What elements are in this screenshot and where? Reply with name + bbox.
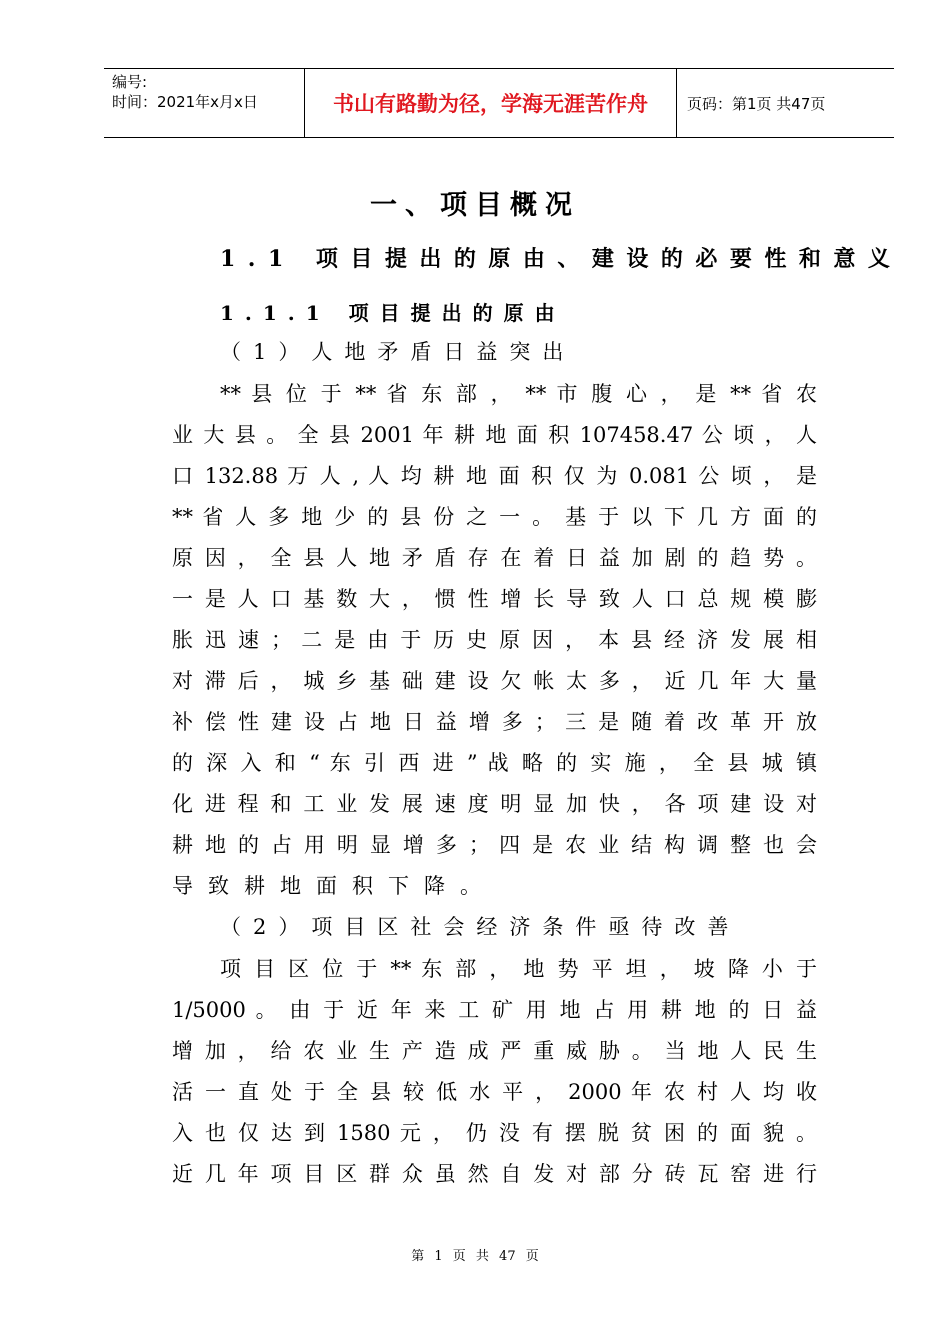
section-heading: 1.1 项目提出的原由、建设的必要性和意义 (220, 246, 903, 272)
text-line: 入 也 仅 达 到 1580 元 ， 仍 没 有 摆 脱 贫 困 的 面 貌 。 (172, 1121, 817, 1145)
text-line: 活 一 直 处 于 全 县 较 低 水 平 ， 2000 年 农 村 人 均 收 (172, 1080, 817, 1104)
text-line: 的 深 入 和 “ 东 引 西 进 ” 战 略 的 实 施 ， 全 县 城 镇 (172, 751, 817, 775)
subsection-heading: 1.1.1 项目提出的原由 (220, 301, 566, 325)
text-line: 对 滞 后 ， 城 乡 基 础 建 设 欠 帐 太 多 ， 近 几 年 大 量 (172, 669, 817, 693)
header-page-info: 页码：第1页 共47页 (687, 94, 826, 113)
header-meta (104, 69, 305, 137)
text-line: 口 132.88 万 人 , 人 均 耕 地 面 积 仅 为 0.081 公 顷 ， 是 (172, 464, 817, 488)
number-label: 编号: (112, 73, 148, 91)
text-line: ** 省 人 多 地 少 的 县 份 之 一 。 基 于 以 下 几 方 面 的 (172, 505, 817, 529)
time-label: 时间：2021年x月x日 (112, 93, 258, 111)
text-line: 导致耕地面积下降。 (172, 874, 496, 898)
page-header (104, 68, 894, 138)
text-line: 胀 迅 速 ； 二 是 由 于 历 史 原 因 ， 本 县 经 济 发 展 相 (172, 628, 817, 652)
text-line: 化 进 程 和 工 业 发 展 速 度 明 显 加 快 ， 各 项 建 设 对 (172, 792, 817, 816)
text-line: 业 大 县 。 全 县 2001 年 耕 地 面 积 107458.47 公 顷 ， 人 (172, 423, 817, 447)
text-line: 原 因 ， 全 县 人 地 矛 盾 存 在 着 日 益 加 剧 的 趋 势 。 (172, 546, 817, 570)
paragraph-heading-1: （1）人地矛盾日益突出 (220, 340, 576, 364)
paragraph-heading-2: （2）项目区社会经济条件亟待改善 (220, 915, 741, 939)
header-motto: 书山有路勤为径，学海无涯苦作舟 (305, 69, 677, 137)
text-line: ** 县 位 于 ** 省 东 部 ， ** 市 腹 心 ， 是 ** 省 农 (220, 382, 817, 406)
text-line: 1/5000 。 由 于 近 年 来 工 矿 用 地 占 用 耕 地 的 日 益 (172, 998, 817, 1022)
text-line: 耕 地 的 占 用 明 显 增 多 ； 四 是 农 业 结 构 调 整 也 会 (172, 833, 817, 857)
chapter-title: 一、项目概况 (370, 190, 580, 221)
text-line: 一 是 人 口 基 数 大 ， 惯 性 增 长 导 致 人 口 总 规 模 膨 (172, 587, 817, 611)
page-footer: 第 1 页 共 47 页 (411, 1249, 539, 1264)
text-line: 项 目 区 位 于 ** 东 部 ， 地 势 平 坦 ， 坡 降 小 于 (220, 957, 817, 981)
text-line: 近 几 年 项 目 区 群 众 虽 然 自 发 对 部 分 砖 瓦 窑 进 行 (172, 1162, 817, 1186)
text-line: 增 加 ， 给 农 业 生 产 造 成 严 重 威 胁 。 当 地 人 民 生 (172, 1039, 817, 1063)
text-line: 补 偿 性 建 设 占 地 日 益 增 多 ； 三 是 随 着 改 革 开 放 (172, 710, 817, 734)
